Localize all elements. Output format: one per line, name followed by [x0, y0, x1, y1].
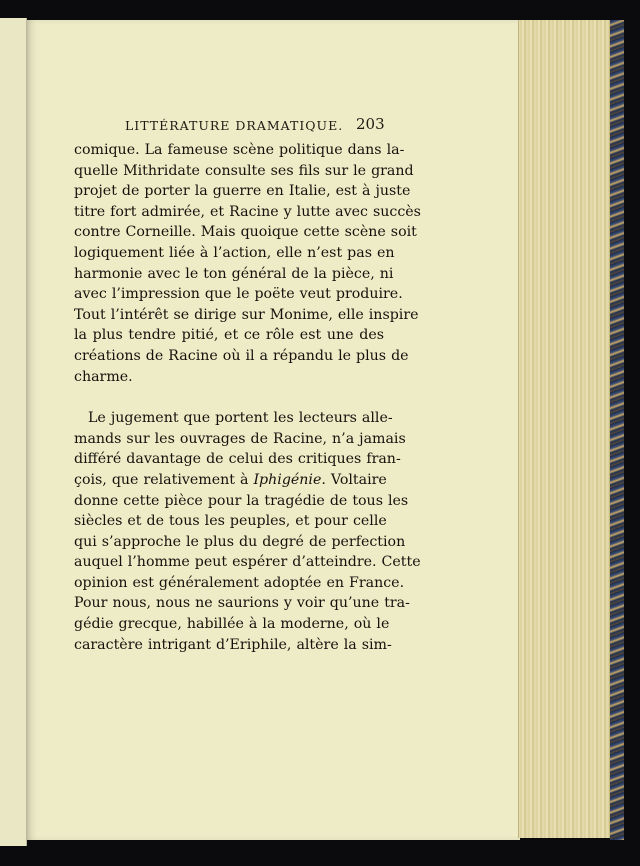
text-line: qui s’approche le plus du degré de perfection [74, 533, 406, 550]
text-line: différé davantage de celui des critiques fran- [74, 451, 401, 468]
page-number: 203 [356, 115, 385, 133]
text-line: gédie grecque, habillée à la moderne, où le [74, 616, 390, 633]
body-text [74, 140, 421, 655]
text-line: siècles et de tous les peuples, et pour celle [74, 513, 387, 530]
running-title: LITTÉRATURE DRAMATIQUE. [125, 118, 344, 133]
text-line: logiquement liée à l’action, elle n’est pas en [74, 244, 395, 261]
text-line: auquel l’homme peut espérer d’atteindre. Cette [74, 554, 421, 571]
facing-page-edge [0, 18, 27, 846]
text-fragment: . Voltaire [321, 471, 387, 488]
text-line: titre fort admirée, et Racine y lutte avec succès [74, 203, 421, 220]
text-line: contre Corneille. Mais quoique cette scène soit [74, 224, 417, 241]
text-line: avec l’impression que le poëte veut produire. [74, 286, 403, 303]
paragraph-1 [74, 140, 421, 387]
paragraph-gap [74, 387, 384, 408]
paragraph-2 [74, 408, 421, 655]
marbled-cover [610, 20, 624, 840]
text-line: caractère intrigant d’Eriphile, altère la sim- [74, 636, 392, 653]
text-line: créations de Racine où il a répandu le plus de [74, 347, 409, 364]
text-line: Tout l’intérêt se dirige sur Monime, elle inspire [74, 306, 419, 323]
text-line: comique. La fameuse scène politique dans la- [74, 142, 405, 158]
text-line: mands sur les ouvrages de Racine, n’a jamais [74, 430, 406, 447]
text-line: quelle Mithridate consulte ses fils sur le grand [74, 162, 414, 179]
text-fragment: çois, que relativement à [74, 471, 254, 488]
text-line: Pour nous, nous ne saurions y voir qu’une tra- [74, 595, 410, 612]
page-edges [518, 20, 611, 838]
text-line: opinion est généralement adoptée en France. [74, 574, 405, 591]
text-line: la plus tendre pitié, et ce rôle est une des [74, 327, 384, 344]
text-line-with-title [74, 470, 387, 491]
text-line: harmonie avec le ton général de la pièce, ni [74, 265, 394, 282]
text-line: charme. [74, 368, 133, 385]
play-title: Iphigénie [253, 471, 322, 488]
text-line: donne cette pièce pour la tragédie de tous les [74, 492, 409, 509]
text-line: projet de porter la guerre en Italie, est à juste [74, 183, 411, 200]
text-line: Le jugement que portent les lecteurs alle- [88, 410, 393, 427]
